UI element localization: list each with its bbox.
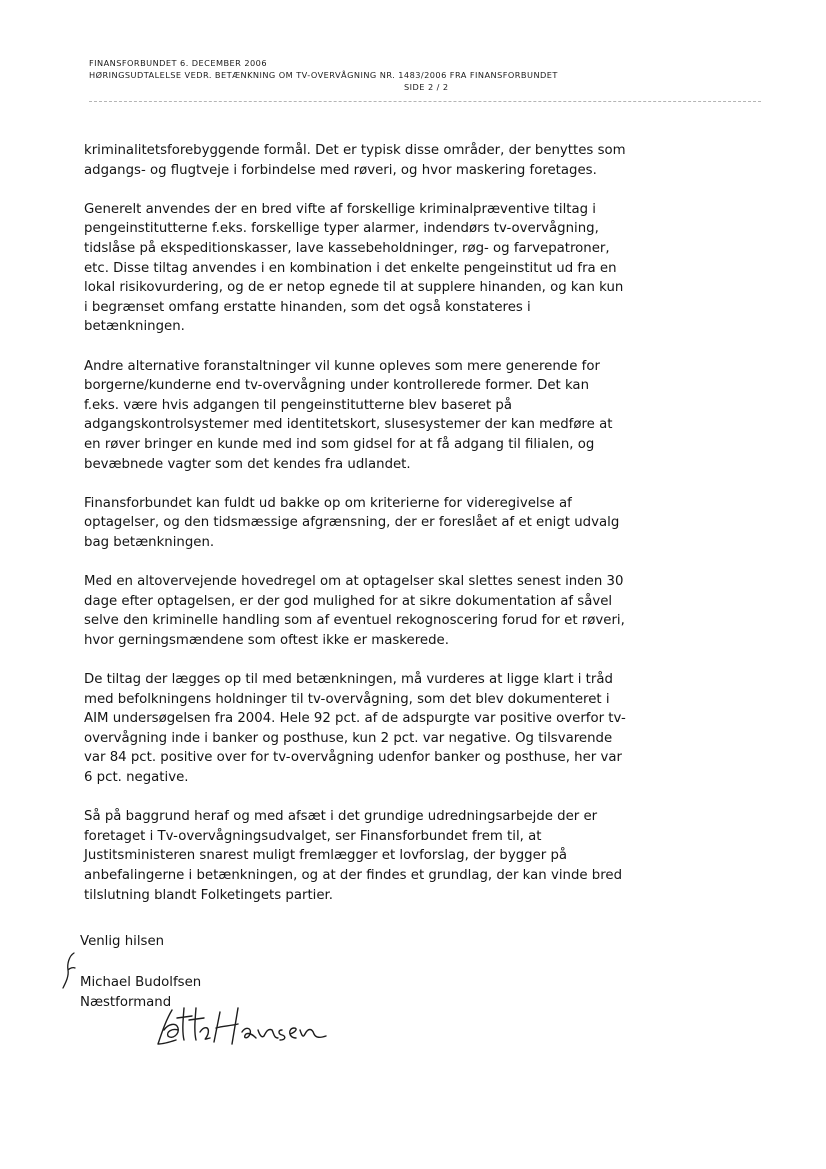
body-paragraph <box>84 807 629 905</box>
paragraph-line: f.eks. være hvis adgangen til pengeinstitutterne blev baseret på <box>84 397 512 413</box>
paragraph-line: De tiltag der lægges op til med betænkningen, må vurderes at ligge klart i tråd <box>84 672 613 688</box>
paragraph-line: lokal risikovurdering, og de er netop egnede til at supplere hinanden, og kan kun <box>84 280 624 296</box>
paragraph-line: selve den kriminelle handling som af eventuel rekognoscering forud for et røveri, <box>84 613 625 629</box>
body-paragraph <box>84 670 629 788</box>
body-paragraph <box>84 572 629 650</box>
paragraph-line: dage efter optagelsen, er der god mulighed for at sikre dokumentation af såvel <box>84 593 613 609</box>
letter-body <box>84 141 629 925</box>
paragraph-line: kriminalitetsforebyggende formål. Det er typisk disse områder, der benyttes som <box>84 143 626 158</box>
paragraph-line: betænkningen. <box>84 319 185 335</box>
paragraph-line: Justitsministeren snarest muligt fremlægger et lovforslag, der bygger på <box>84 848 568 864</box>
paragraph-line: adgangs- og flugtveje i forbindelse med røveri, og hvor maskering foretages. <box>84 162 597 178</box>
paragraph-line: var 84 pct. positive over for tv-overvågning udenfor banker og posthuse, her var <box>84 750 622 766</box>
body-paragraph <box>84 141 629 180</box>
paragraph-line: optagelser, og den tidsmæssige afgrænsning, der er foreslået af et enigt udvalg <box>84 515 620 531</box>
handwritten-signature <box>150 1000 330 1056</box>
paragraph-line: med befolkningens holdninger til tv-overvågning, som det blev dokumenteret i <box>84 691 610 707</box>
page-header <box>89 57 558 92</box>
paragraph-line: 6 pct. negative. <box>84 770 189 785</box>
paragraph-line: bag betænkningen. <box>84 534 215 550</box>
paragraph-line: bevæbnede vagter som det kendes fra udlandet. <box>84 456 411 472</box>
paragraph-line: en røver bringer en kunde med ind som gidsel for at få adgang til filialen, og <box>84 436 595 452</box>
initial-signature-mark <box>60 950 80 992</box>
paragraph-line: AIM undersøgelsen fra 2004. Hele 92 pct. af de adspurgte var positive overfor tv- <box>84 711 626 727</box>
paragraph-line: tilslutning blandt Folketingets partier. <box>84 887 334 903</box>
signatory-title: Næstformand <box>80 995 172 1010</box>
paragraph-line: Finansforbundet kan fuldt ud bakke op om kriterierne for videregivelse af <box>84 495 572 511</box>
body-paragraph <box>84 200 629 337</box>
paragraph-line: adgangskontrolsystemer med identitetskort, slusesystemer der kan medføre at <box>84 417 613 433</box>
paragraph-line: hvor gerningsmændene som oftest ikke er maskerede. <box>84 632 449 648</box>
paragraph-line: overvågning inde i banker og posthuse, kun 2 pct. var negative. Og tilsvarende <box>84 730 613 746</box>
paragraph-line: Så på baggrund heraf og med afsæt i det grundige udredningsarbejde der er <box>84 809 598 825</box>
paragraph-line: Andre alternative foranstaltninger vil kunne opleves som mere generende for <box>84 358 600 374</box>
signatory-name: Michael Budolfsen <box>80 975 202 990</box>
paragraph-line: Med en altovervejende hovedregel om at optagelser skal slettes senest inden 30 <box>84 574 624 590</box>
paragraph-line: foretaget i Tv-overvågningsudvalget, ser Finansforbundet frem til, at <box>84 828 542 844</box>
body-paragraph <box>84 494 629 553</box>
page-number: SIDE 2 / 2 <box>404 82 449 92</box>
paragraph-line: etc. Disse tiltag anvendes i en kombination i det enkelte pengeinstitut ud fra en <box>84 260 617 276</box>
paragraph-line: Generelt anvendes der en bred vifte af forskellige kriminalpræventive tiltag i <box>84 201 596 217</box>
paragraph-line: tidslåse på ekspeditionskasser, lave kassebeholdninger, røg- og farvepatroner, <box>84 240 610 256</box>
paragraph-line: anbefalingerne i betænkningen, og at der findes et grundlag, der kan vinde bred <box>84 867 623 883</box>
paragraph-line: pengeinstitutterne f.eks. forskellige typer alarmer, indendørs tv-overvågning, <box>84 221 599 237</box>
body-paragraph <box>84 357 629 475</box>
header-subject-line: HØRINGSUDTALELSE VEDR. BETÆNKNING OM TV-OVERVÅGNING NR. 1483/2006 FRA FINANSFORBUNDET <box>89 70 558 80</box>
header-date-line: FINANSFORBUNDET 6. DECEMBER 2006 <box>89 58 267 68</box>
header-divider <box>89 101 761 102</box>
paragraph-line: borgerne/kunderne end tv-overvågning under kontrollerede former. Det kan <box>84 378 589 394</box>
closing-greeting: Venlig hilsen <box>80 934 165 949</box>
paragraph-line: i begrænset omfang erstatte hinanden, som det også konstateres i <box>84 299 531 315</box>
